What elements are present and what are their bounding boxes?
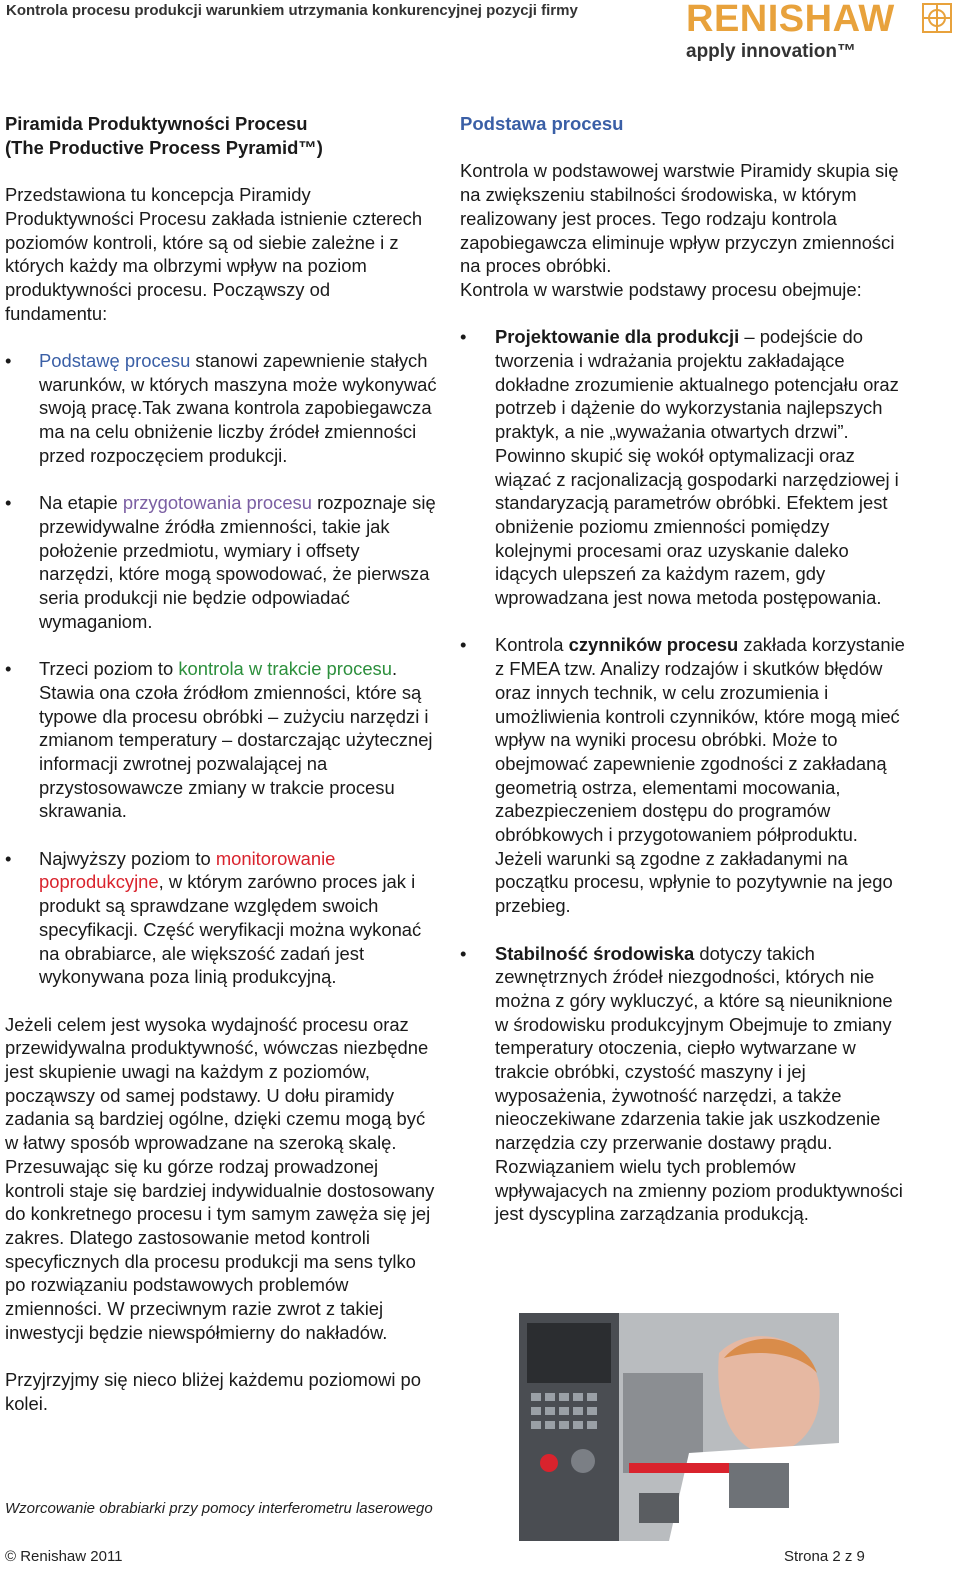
- copyright: © Renishaw 2011: [5, 1548, 123, 1565]
- list-item: • Projektowanie dla produkcji – podejście do tworzenia i wdrażania projektu zakładające dokładne zrozumienie aktualnego potencjału oraz potrzeb i dążenie do wykorzystania najlepszych praktyk, a nie „wyważania otwartych drzwi”. Powinno skupić się wokół optymalizacji oraz wiązać z racjonalizacją gospodarki narzędziowej i standaryzacją parametrów obróbki. Efektem jest obniżenie poziomu zmienności pomiędzy kolejnymi procesami oraz uzyskanie daleko idących ulepszeń za każdym razem, gdy wprowadzana jest nowa metoda postępowania.: [460, 326, 899, 609]
- list-item: • Najwyższy poziom to monitorowanie poprodukcyjne, w którym zarówno proces jak i produkt są sprawdzane względem swoich specyfikacji. Część weryfikacji można wykonać na obrabiarce, ale większość zadań jest wykonywana poza linią produkcyjną.: [5, 847, 422, 988]
- body-paragraph: Jeżeli celem jest wysoka wydajność procesu oraz przewidywalna produktywność, wówczas niezbędne jest skupienie uwagi na każdym z poziomów, począwszy od samej podstawy. U dołu piramidy zadania są bardziej ogólne, dzięki czemu mogą być w łatwy sposób wprowadzane na szeroką skalę. Przesuwając się ku górze rodzaj prowadzonej kontroli staje się bardziej indywidualnie dostosowany do konkretnego procesu i tym samym zawęża się jej zakres. Dlatego zastosowanie metod kontroli specyficznych dla procesu produkcji ma sens tylko po rozwiązaniu podstawowych problemów zmienności. W przeciwnym razie zwrot z takiej inwestycji będzie niewspółmierny do nakładów.: [5, 1013, 435, 1343]
- list-item: • Podstawę procesu stanowi zapewnienie stałych warunków, w których maszyna może wykonywać swoją pracę.Tak zwana kontrola zapobiegawcza ma na celu obniżenie liczby źródeł zmienności przed rozpoczęciem produkcji.: [5, 350, 437, 466]
- renishaw-logo: [686, 0, 956, 70]
- list-item-term: czynników procesu: [568, 634, 739, 656]
- logo-tagline: apply innovation™: [686, 41, 856, 62]
- level-name-in-process-control: kontrola w trakcie procesu: [178, 658, 392, 680]
- bullet-icon: •: [460, 326, 467, 348]
- list-item: • Na etapie przygotowania procesu rozpoznaje się przewidywalne źródła zmienności, takie jak położenie przedmiotu, wymiary i offsety narzędzi, które mogą spowodować, że pierwsza seria produkcji nie będzie odpowiadać wymaganiom.: [5, 492, 436, 632]
- bullet-icon: •: [5, 492, 12, 514]
- list-item: • Trzeci poziom to kontrola w trakcie procesu. Stawia ona czoła źródłom zmienności, które są typowe dla procesu obróbki – zużyciu narzędzi i zmianom temperatury – dostarczając użytecznej informacji zwrotnej pozwalającej na przystosowawcze zmiany w trakcie procesu skrawania.: [5, 658, 433, 822]
- foundation-list: [460, 325, 905, 1226]
- level-name-post-process-monitoring: monitorowanie poprodukcyjne: [39, 847, 336, 893]
- pyramid-intro: Przedstawiona tu koncepcja Piramidy Produktywności Procesu zakłada istnienie czterech poziomów kontroli, które są od siebie zależne i z których każdy ma olbrzymi wpływ na poziom produktywności procesu. Począwszy od fundamentu:: [5, 184, 423, 324]
- list-item: • Kontrola czynników procesu zakłada korzystanie z FMEA tzw. Analizy rodzajów i skutków błędów oraz innych technik, w celu zrozumienia i umożliwienia kontroli czynników, które mogą mieć wpływ na wyniki procesu obróbki. Może to obejmować zapewnienie zgodności z zakładaną geometrią ostrza, elementami mocowania, zabezpieczeniem dostępu do programów obróbkowych i przygotowaniem półproduktu. Jeżeli warunki są zgodne z zakładanymi na początku procesu, wpłynie to pozytywnie na jego przebieg.: [460, 634, 905, 917]
- document-title: Kontrola procesu produkcji warunkiem utrzymania konkurencyjnej pozycji firmy: [6, 2, 578, 19]
- section-intro: Kontrola w podstawowej warstwie Piramidy skupia się na zwiększeniu stabilności środowiska, w którym realizowany jest proces. Tego rodzaju kontrola zapobiegawcza eliminuje wpływ przyczyn zmienności na proces obróbki.: [460, 160, 899, 277]
- section-intro-2: Kontrola w warstwie podstawy procesu obejmuje:: [460, 278, 862, 300]
- bullet-icon: •: [460, 942, 467, 964]
- bullet-icon: •: [5, 847, 12, 869]
- bullet-icon: •: [5, 658, 12, 680]
- bullet-icon: •: [5, 350, 12, 371]
- photo-caption: Wzorcowanie obrabiarki przy pomocy interferometru laserowego: [5, 1500, 433, 1517]
- left-column: [5, 112, 437, 1439]
- level-name-process-setting: przygotowania procesu: [122, 492, 312, 514]
- list-item-term: Stabilność środowiska: [495, 942, 695, 964]
- body-paragraph: Przyjrzyjmy się nieco bliżej każdemu poziomowi po kolei.: [5, 1369, 421, 1414]
- list-item: • Stabilność środowiska dotyczy takich zewnętrznych źródeł niezgodności, których nie można z góry wykluczyć, a które są nieuniknione w środowisku produkcyjnym Obejmuje to zmiany temperatury otoczenia, ciepło wytwarzane w trakcie obróbki, czystość maszyny i jej wyposażenia, żywotność narzędzi, a także nieoczekiwane zdarzenia takie jak uszkodzenie narzędzia czy przerwanie dostawy prądu. Rozwiązaniem wielu tych problemów wpływajacych na zmienny poziom produktywności jest dyscyplina zarządzania produkcją.: [460, 942, 903, 1225]
- machine-calibration-photo: [519, 1313, 839, 1541]
- pyramid-levels-list: [5, 349, 437, 989]
- bullet-icon: •: [460, 634, 467, 656]
- renishaw-emblem-icon: [922, 3, 952, 33]
- list-item-term: Projektowanie dla produkcji: [495, 326, 740, 348]
- right-column: [460, 112, 905, 1250]
- photo-illustration: [519, 1313, 839, 1541]
- logo-wordmark: RENISHAW: [686, 0, 895, 40]
- level-name-process-foundation: Podstawę procesu: [39, 350, 191, 371]
- section-heading: Podstawa procesu: [460, 113, 624, 134]
- page-number: Strona 2 z 9: [784, 1548, 865, 1565]
- pyramid-heading: Piramida Produktywności Procesu (The Productive Process Pyramid™): [5, 113, 323, 158]
